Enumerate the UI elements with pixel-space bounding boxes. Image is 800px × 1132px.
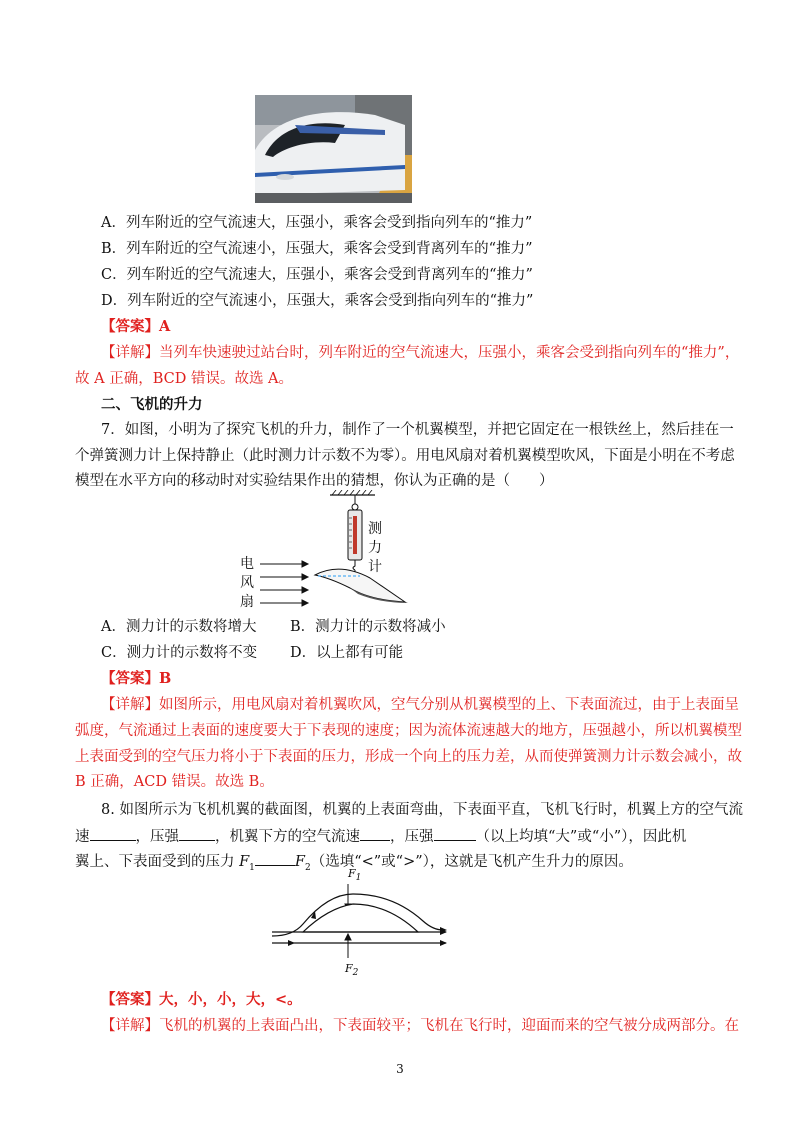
q8-f1-sub: 1 [249,862,255,873]
q7-option-c: C．测力计的示数将不变 [101,645,258,661]
q8-text-c: ，机翼下方的空气流速 [215,829,360,845]
q8-blank-4 [434,826,476,841]
q7-stem-line-1: 7．如图，小明为了探究飞机的升力，制作了一个机翼模型，并把它固定在一根铁丝上，然后挂在一 [101,422,734,438]
q8-f2-letter: F [294,854,305,870]
fan-label-char-3: 扇 [240,594,254,610]
q8-detail-line-1: 【详解】飞机的机翼的上表面凸出，下表面较平；飞机在飞行时，迎面而来的空气被分成两部分。在 [101,1018,739,1034]
q8-blank-5 [255,851,295,866]
q7-option-a: A．测力计的示数将增大 [101,619,257,635]
q8-stem-line-2 [75,826,686,847]
q7-stem-line-3: 模型在水平方向的移动时对实验结果作出的猜想，你认为正确的是（ ） [75,473,554,489]
q6-detail-line-2: 故 A 正确，BCD 错误。故选 A。 [75,371,294,387]
q8-text-g: （选填“<”或“>”），这就是飞机产生升力的原因。 [310,854,633,870]
q8-blank-3 [360,826,390,841]
train-photo [255,95,412,203]
fan-label [240,555,254,612]
q7-stem-line-2: 个弹簧测力计上保持静止（此时测力计示数不为零）。用电风扇对着机翼模型吹风，下面是小明在不考虑 [75,448,735,464]
f2-label-sub: 2 [352,968,359,979]
gauge-label-char-2: 力 [368,540,382,556]
q6-option-b: B．列车附近的空气流速小，压强大，乘客会受到背离列车的“推力” [101,241,533,257]
q7-option-b: B．测力计的示数将减小 [290,619,446,635]
q6-detail-line-1: 【详解】当列车快速驶过站台时，列车附近的空气流速大，压强小，乘客会受到指向列车的“推力”， [101,345,740,361]
page-number: 3 [396,1062,404,1076]
gauge-label [368,520,382,577]
q8-wing-cross-section-figure [268,866,452,981]
q8-blank-1 [90,826,136,841]
q7-spring-scale-figure [230,490,430,615]
wing-model-diagram [230,490,430,615]
q8-text-b: ，压强 [135,829,179,845]
q8-blank-2 [179,826,215,841]
q8-f2-sub: 2 [304,862,311,873]
q8-text-e: （以上均填“大”或“小”），因此机 [475,829,687,845]
f2-label [345,962,358,978]
gauge-label-char-3: 计 [368,559,382,575]
q6-option-c: C．列车附近的空气流速大，压强小，乘客会受到背离列车的“推力” [101,267,533,283]
f1-label-sub: 1 [355,873,362,884]
section-title: 二、飞机的升力 [101,396,203,413]
q7-option-d: D．以上都有可能 [290,645,404,661]
gauge-label-char-1: 测 [368,521,382,537]
q8-f1-letter: F [239,854,250,870]
q8-answer: 【答案】大，小，小，大，<。 [101,991,302,1008]
airfoil-diagram [268,866,452,981]
q7-detail-line-1: 【详解】如图所示，用电风扇对着机翼吹风，空气分别从机翼模型的上、下表面流过，由于上表面呈 [101,697,739,713]
q7-detail-line-2: 弧度，气流通过上表面的速度要大于下表现的速度；因为流体流速越大的地方，压强越小，所以机翼模型 [75,723,742,739]
q7-detail-line-4: B 正确，ACD 错误。故选 B。 [75,774,274,790]
q7-detail-line-3: 上表面受到的空气压力将小于下表面的压力，形成一个向上的压力差，从而使弹簧测力计示数会减小，故 [75,749,742,765]
q6-option-a: A．列车附近的空气流速大，压强小，乘客会受到指向列车的“推力” [101,215,533,231]
q6-answer: 【答案】A [101,318,171,335]
fan-label-char-1: 电 [240,556,254,572]
q8-text-d: ，压强 [390,829,434,845]
q8-stem-line-1: 8. 如图所示为飞机机翼的截面图，机翼的上表面弯曲，下表面平直，飞机飞行时，机翼上方的空气流 [101,802,743,818]
high-speed-train-image [255,95,412,203]
fan-label-char-2: 风 [240,575,254,591]
f1-label-letter: F [348,867,356,880]
q8-text-a: 速 [75,829,90,845]
f2-label-letter: F [345,962,353,975]
q6-option-d: D．列车附近的空气流速小，压强大，乘客会受到指向列车的“推力” [101,293,534,309]
q7-answer: 【答案】B [101,670,172,687]
f1-label [348,867,361,883]
q8-text-f: 翼上、下表面受到的压力 [75,854,240,870]
